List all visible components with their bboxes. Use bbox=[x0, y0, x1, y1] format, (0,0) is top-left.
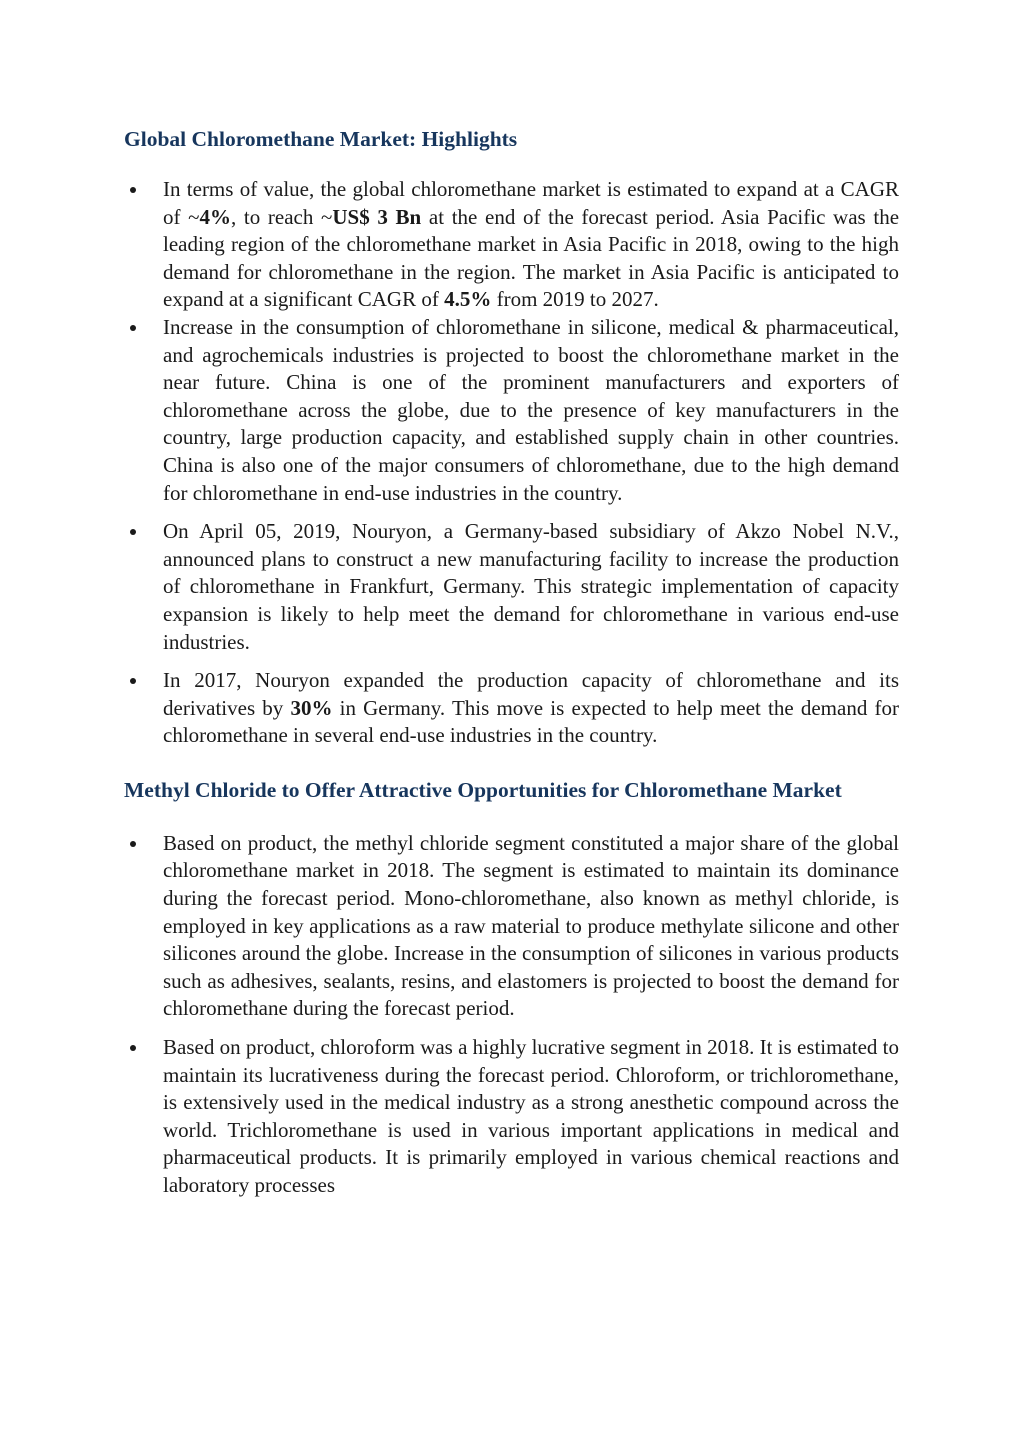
document-page bbox=[124, 118, 899, 1211]
bullet-icon bbox=[130, 1045, 136, 1051]
bullet-icon bbox=[130, 325, 136, 331]
paragraph-text: Based on product, the methyl chloride segment constituted a major share of the global chloromethane market in 2018. The segment is estimated to maintain its dominance during the forecast period. Mono-chloromethane, also known as methyl chloride, is employed in key applications as a raw material to produce methylate silicone and other silicones around the globe. Increase in the consumption of silicones in various products such as adhesives, sealants, resins, and elastomers is projected to boost the demand for chloromethane during the forecast period. bbox=[163, 830, 899, 1021]
paragraph-text: On April 05, 2019, Nouryon, a Germany-based subsidiary of Akzo Nobel N.V., announced plans to construct a new manufacturing facility to increase the production of chloromethane in Frankfurt, Germany. This strategic implementation of capacity expansion is likely to help meet the demand for chloromethane in various end-use industries. bbox=[163, 519, 899, 654]
bullet-icon bbox=[130, 678, 136, 684]
paragraph-text: at the end of the forecast period. Asia Pacific was the leading region of the chloromethane market in Asia Pacific in 2018, owing to the high demand for chloromethane in the region. The market in Asia Pacific is anticipated to expand at a significant CAGR of bbox=[163, 204, 900, 312]
paragraph-text: Based on product, chloroform was a highly lucrative segment in 2018. It is estimated to maintain its lucrativeness during the forecast period. Chloroform, or trichloromethane, is extensively used in the medical industry as a strong anesthetic compound across the world. Trichloromethane is used in various important applications in medical and pharmaceutical products. It is primarily employed in various chemical reactions and laboratory processes bbox=[163, 1035, 900, 1197]
paragraph-text: in Germany. This move is expected to help meet the demand for chloromethane in several end-use industries in the country. bbox=[163, 695, 899, 748]
bold-value: 4% bbox=[199, 204, 232, 229]
bullet-icon bbox=[130, 841, 136, 847]
list-item bbox=[124, 176, 899, 314]
paragraph-text: , to reach ~ bbox=[231, 204, 333, 229]
bullet-icon bbox=[130, 529, 136, 535]
list-item bbox=[124, 830, 899, 1023]
list-item bbox=[124, 1034, 899, 1200]
list-item bbox=[124, 667, 899, 750]
paragraph-text: In terms of value, the global chloromethane market is estimated to expand at a CAGR of ~ bbox=[163, 177, 899, 229]
list-item bbox=[124, 314, 899, 507]
bullet-icon bbox=[130, 187, 136, 193]
bold-value: US$ 3 Bn bbox=[332, 204, 422, 229]
paragraph-text: Increase in the consumption of chloromethane in silicone, medical & pharmaceutical, and agrochemicals industries is projected to boost the chloromethane market in the near future. China is one of the prominent manufacturers and exporters of chloromethane across the globe, due to the presence of key manufacturers in the country, large production capacity, and established supply chain in other countries. China is also one of the major consumers of chloromethane, due to the high demand for chloromethane in end-use industries in the country. bbox=[163, 314, 899, 505]
highlights-list bbox=[124, 176, 899, 750]
methyl-chloride-list bbox=[124, 830, 899, 1200]
section-heading-highlights: Global Chloromethane Market: Highlights bbox=[124, 127, 518, 151]
paragraph-text: from 2019 to 2027. bbox=[491, 287, 659, 312]
bold-value: 4.5% bbox=[444, 287, 492, 312]
bold-value: 30% bbox=[290, 695, 333, 720]
paragraph-text: In 2017, Nouryon expanded the production capacity of chloromethane and its derivatives by bbox=[163, 668, 899, 720]
section-heading-methyl-chloride: Methyl Chloride to Offer Attractive Opportunities for Chloromethane Market bbox=[124, 777, 842, 802]
list-item bbox=[124, 518, 899, 656]
